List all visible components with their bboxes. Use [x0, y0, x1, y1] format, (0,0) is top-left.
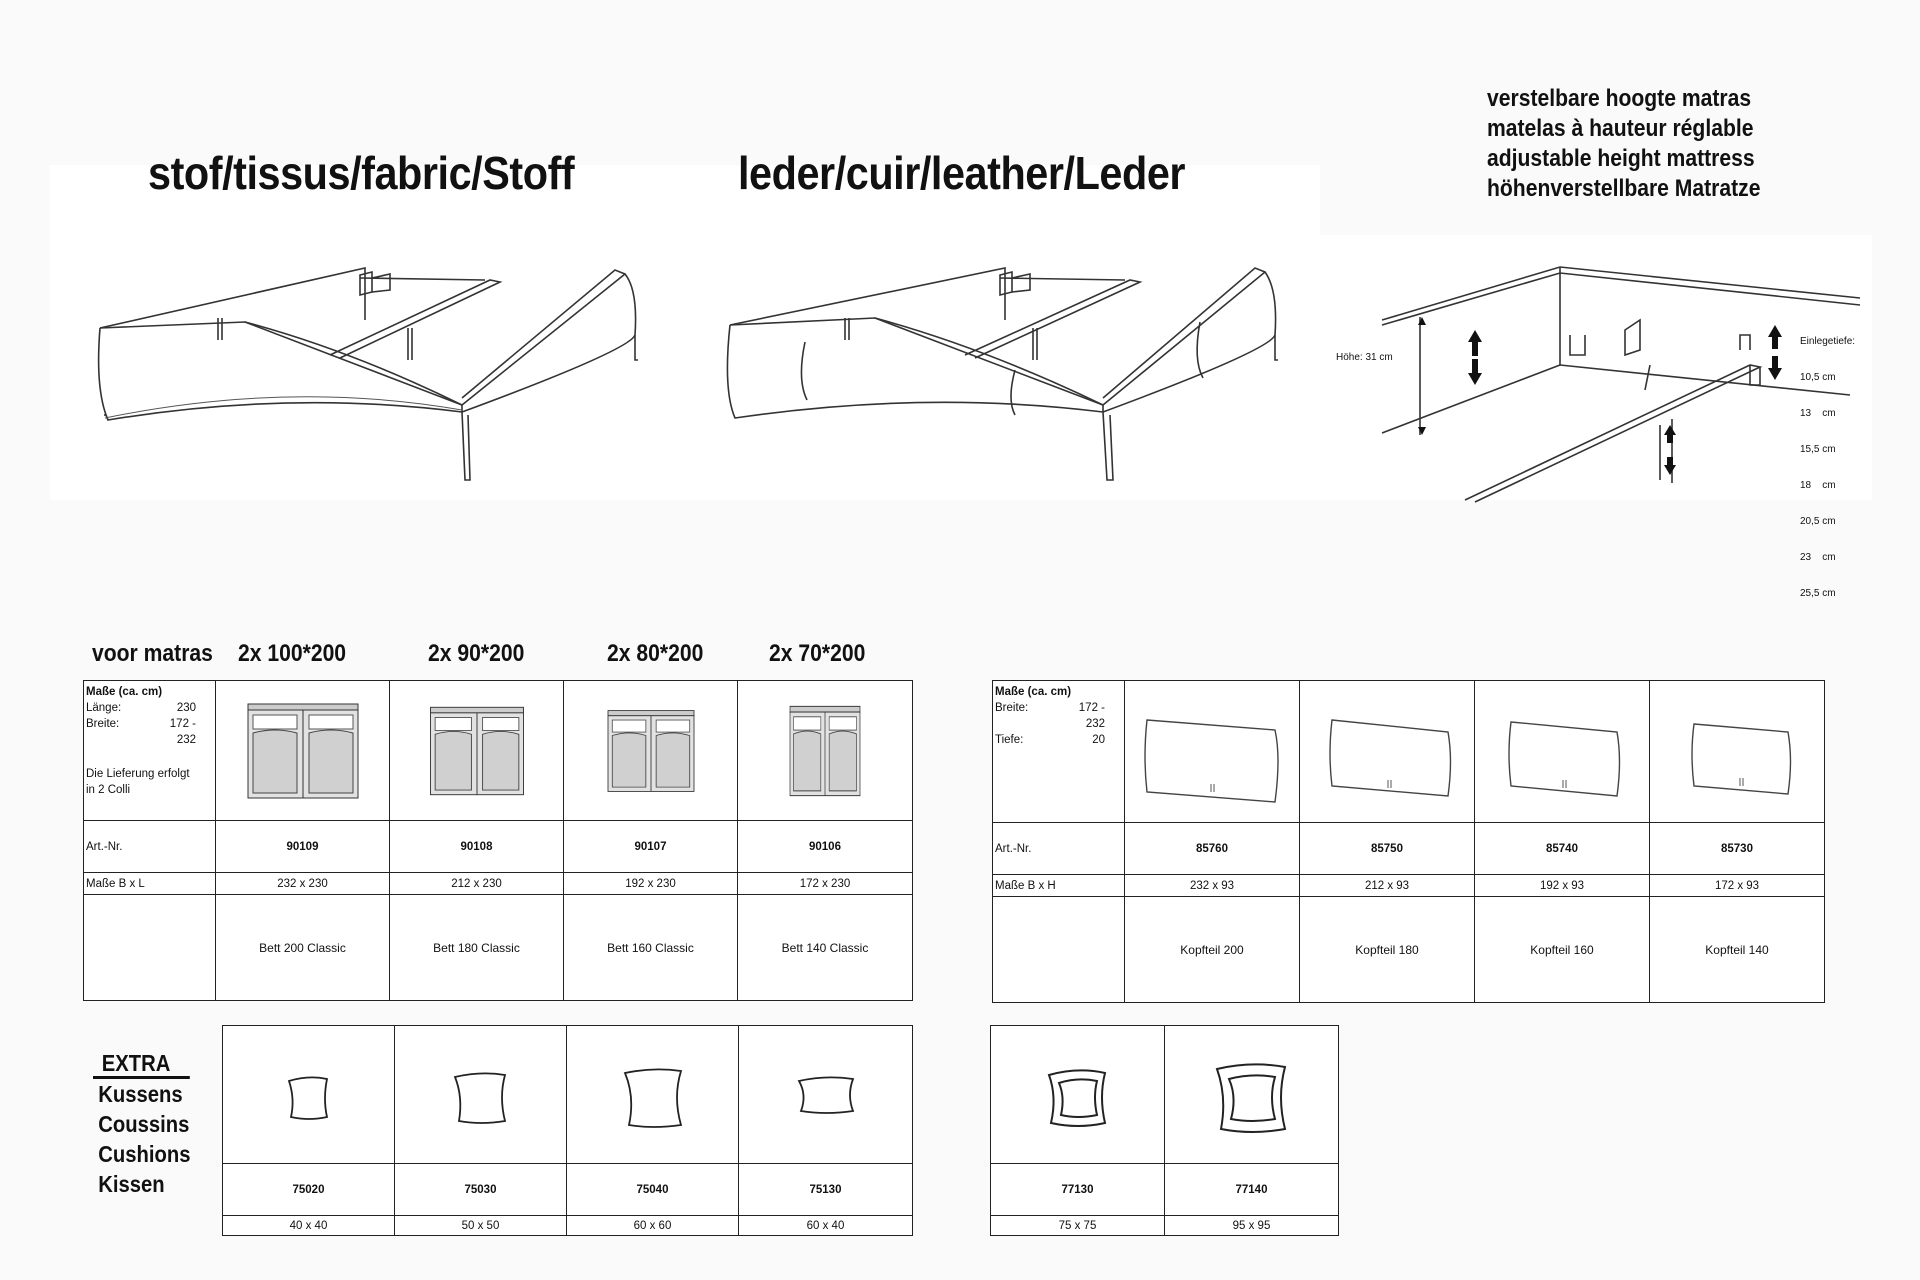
- depth-7: 25,5 cm: [1800, 588, 1836, 599]
- adjustable-heading: [1487, 84, 1760, 204]
- depth-title: Einlegetiefe:: [1800, 336, 1856, 347]
- cushion-icon: [567, 1027, 739, 1163]
- bed-desc-row: [84, 895, 913, 1001]
- framed-cushion-spec-table: [990, 1025, 1339, 1236]
- bed-dim-2: 212 x 230: [390, 873, 564, 895]
- headboard-image-cell-2: [1300, 681, 1475, 823]
- bed-image-cell-4: [738, 681, 913, 821]
- bed-topview-icon: [216, 682, 390, 820]
- framed-cushion-icon: [991, 1027, 1165, 1163]
- headboard-art-label: Art.-Nr.: [993, 823, 1125, 875]
- cushion-image-cell-2: [395, 1026, 567, 1164]
- headboard-dim-label: Maße B x H: [993, 875, 1125, 897]
- headboard-dim-4: 172 x 93: [1650, 875, 1825, 897]
- cushion-icon: [223, 1027, 395, 1163]
- bed-length-label: Länge:: [86, 702, 122, 714]
- cushion-icon: [739, 1027, 913, 1163]
- headboard-image-row: [993, 681, 1825, 823]
- headboard-desc-4: Kopfteil 140: [1650, 897, 1825, 1003]
- headboard-art-3: 85740: [1475, 823, 1650, 875]
- framed-cushion-image-row: [991, 1026, 1339, 1164]
- bed-width-label: Breite:: [86, 718, 120, 730]
- mattress-label: voor matras: [92, 640, 213, 667]
- leather-bed-drawing: [715, 240, 1285, 490]
- framed-cushion-image-cell-2: [1165, 1026, 1339, 1164]
- size-header-2: 2x 90*200: [428, 640, 525, 667]
- bed-length-value: 230: [176, 702, 196, 714]
- cushion-dim-4: 60 x 40: [739, 1216, 913, 1236]
- framed-cushion-dim-1: 75 x 75: [991, 1216, 1165, 1236]
- bed-dim-1: 232 x 230: [216, 873, 390, 895]
- fabric-bed-drawing: [90, 240, 660, 490]
- cushion-spec-table: [222, 1025, 913, 1236]
- adjustable-line-fr: matelas à hauteur réglable: [1487, 115, 1754, 142]
- depth-1: 10,5 cm: [1800, 372, 1836, 383]
- bed-dimensions-info: [84, 681, 216, 821]
- headboard-art-2: 85750: [1300, 823, 1475, 875]
- headboard-image-cell-3: [1475, 681, 1650, 823]
- headboard-art-4: 85730: [1650, 823, 1825, 875]
- bed-art-1: 90109: [216, 821, 390, 873]
- cushion-image-cell-3: [567, 1026, 739, 1164]
- headboard-desc-3: Kopfteil 160: [1475, 897, 1650, 1003]
- bed-dim-4: 172 x 230: [738, 873, 913, 895]
- framed-cushion-dim-row: [991, 1216, 1339, 1236]
- headboard-dim-3: 192 x 93: [1475, 875, 1650, 897]
- cushion-dim-2: 50 x 50: [395, 1216, 567, 1236]
- depth-4: 18 cm: [1800, 480, 1836, 491]
- adjustable-line-de: höhenverstellbare Matratze: [1487, 175, 1761, 202]
- depth-6: 23 cm: [1800, 552, 1836, 563]
- headboard-depth-value: 20: [1092, 734, 1105, 746]
- depth-5: 20,5 cm: [1800, 516, 1836, 527]
- extra-name-fr: Coussins: [98, 1111, 190, 1137]
- bed-desc-empty: [84, 895, 216, 1001]
- bed-spec-table: [83, 680, 913, 1001]
- extra-name-en: Cushions: [98, 1141, 191, 1167]
- cushion-art-row: [223, 1164, 913, 1216]
- headboard-dimensions-info: [993, 681, 1125, 823]
- extra-title: EXTRA: [93, 1050, 190, 1079]
- headboard-desc-2: Kopfteil 180: [1300, 897, 1475, 1003]
- headboard-image-cell-4: [1650, 681, 1825, 823]
- headboard-info-heading: Maße (ca. cm): [995, 686, 1072, 698]
- bed-topview-icon: [390, 682, 564, 820]
- adjustable-height-drawing: [1330, 255, 1870, 505]
- headboard-dim-1: 232 x 93: [1125, 875, 1300, 897]
- bed-art-2: 90108: [390, 821, 564, 873]
- headboard-art-row: [993, 823, 1825, 875]
- extra-name-nl: Kussens: [98, 1081, 183, 1107]
- depth-3: 15,5 cm: [1800, 444, 1836, 455]
- framed-cushion-art-2: 77140: [1165, 1164, 1339, 1216]
- depth-list: [1800, 312, 1855, 612]
- headboard-width-value: 172 - 232: [1078, 702, 1105, 730]
- size-header-3: 2x 80*200: [607, 640, 704, 667]
- bed-desc-1: Bett 200 Classic: [216, 895, 390, 1001]
- headboard-art-1: 85760: [1125, 823, 1300, 875]
- bed-dim-3: 192 x 230: [564, 873, 738, 895]
- headboard-icon: [1125, 682, 1300, 822]
- bed-desc-3: Bett 160 Classic: [564, 895, 738, 1001]
- bed-image-cell-1: [216, 681, 390, 821]
- framed-cushion-art-row: [991, 1164, 1339, 1216]
- headboard-image-cell-1: [1125, 681, 1300, 823]
- cushion-art-4: 75130: [739, 1164, 913, 1216]
- cushion-art-3: 75040: [567, 1164, 739, 1216]
- fabric-heading: stof/tissus/fabric/Stoff: [148, 147, 575, 199]
- bed-image-cell-3: [564, 681, 738, 821]
- cushion-image-row: [223, 1026, 913, 1164]
- headboard-icon: [1300, 682, 1475, 822]
- cushion-icon: [395, 1027, 567, 1163]
- headboard-desc-row: [993, 897, 1825, 1003]
- bed-image-cell-2: [390, 681, 564, 821]
- bed-topview-icon: [564, 682, 738, 820]
- extra-name-de: Kissen: [98, 1171, 165, 1197]
- headboard-dim-2: 212 x 93: [1300, 875, 1475, 897]
- headboard-depth-label: Tiefe:: [995, 734, 1024, 746]
- bed-width-value: 172 - 232: [169, 718, 196, 746]
- bed-desc-2: Bett 180 Classic: [390, 895, 564, 1001]
- headboard-icon: [1650, 682, 1825, 822]
- depth-2: 13 cm: [1800, 408, 1836, 419]
- headboard-desc-empty: [993, 897, 1125, 1003]
- cushion-image-cell-1: [223, 1026, 395, 1164]
- framed-cushion-art-1: 77130: [991, 1164, 1165, 1216]
- extra-label-block: [93, 1050, 190, 1199]
- bed-dim-row: [84, 873, 913, 895]
- bed-delivery-note-1: Die Lieferung erfolgt: [86, 768, 190, 780]
- headboard-icon: [1475, 682, 1650, 822]
- framed-cushion-icon: [1165, 1027, 1339, 1163]
- leather-heading: leder/cuir/leather/Leder: [738, 147, 1186, 199]
- bed-art-4: 90106: [738, 821, 913, 873]
- headboard-spec-table: [992, 680, 1825, 1003]
- cushion-dim-row: [223, 1216, 913, 1236]
- headboard-width-label: Breite:: [995, 702, 1029, 714]
- headboard-desc-1: Kopfteil 200: [1125, 897, 1300, 1003]
- bed-art-label: Art.-Nr.: [84, 821, 216, 873]
- bed-topview-icon: [738, 682, 913, 820]
- bed-delivery-note-2: in 2 Colli: [86, 784, 131, 796]
- framed-cushion-image-cell-1: [991, 1026, 1165, 1164]
- bed-dim-label: Maße B x L: [84, 873, 216, 895]
- size-header-4: 2x 70*200: [769, 640, 866, 667]
- adjustable-line-nl: verstelbare hoogte matras: [1487, 85, 1752, 112]
- size-header-1: 2x 100*200: [238, 640, 347, 667]
- bed-info-heading: Maße (ca. cm): [86, 686, 163, 698]
- cushion-art-2: 75030: [395, 1164, 567, 1216]
- cushion-dim-1: 40 x 40: [223, 1216, 395, 1236]
- cushion-dim-3: 60 x 60: [567, 1216, 739, 1236]
- height-label: Höhe: 31 cm: [1336, 352, 1393, 363]
- bed-image-row: [84, 681, 913, 821]
- bed-desc-4: Bett 140 Classic: [738, 895, 913, 1001]
- cushion-art-1: 75020: [223, 1164, 395, 1216]
- headboard-dim-row: [993, 875, 1825, 897]
- framed-cushion-dim-2: 95 x 95: [1165, 1216, 1339, 1236]
- bed-art-3: 90107: [564, 821, 738, 873]
- cushion-image-cell-4: [739, 1026, 913, 1164]
- bed-art-row: [84, 821, 913, 873]
- adjustable-line-en: adjustable height mattress: [1487, 145, 1755, 172]
